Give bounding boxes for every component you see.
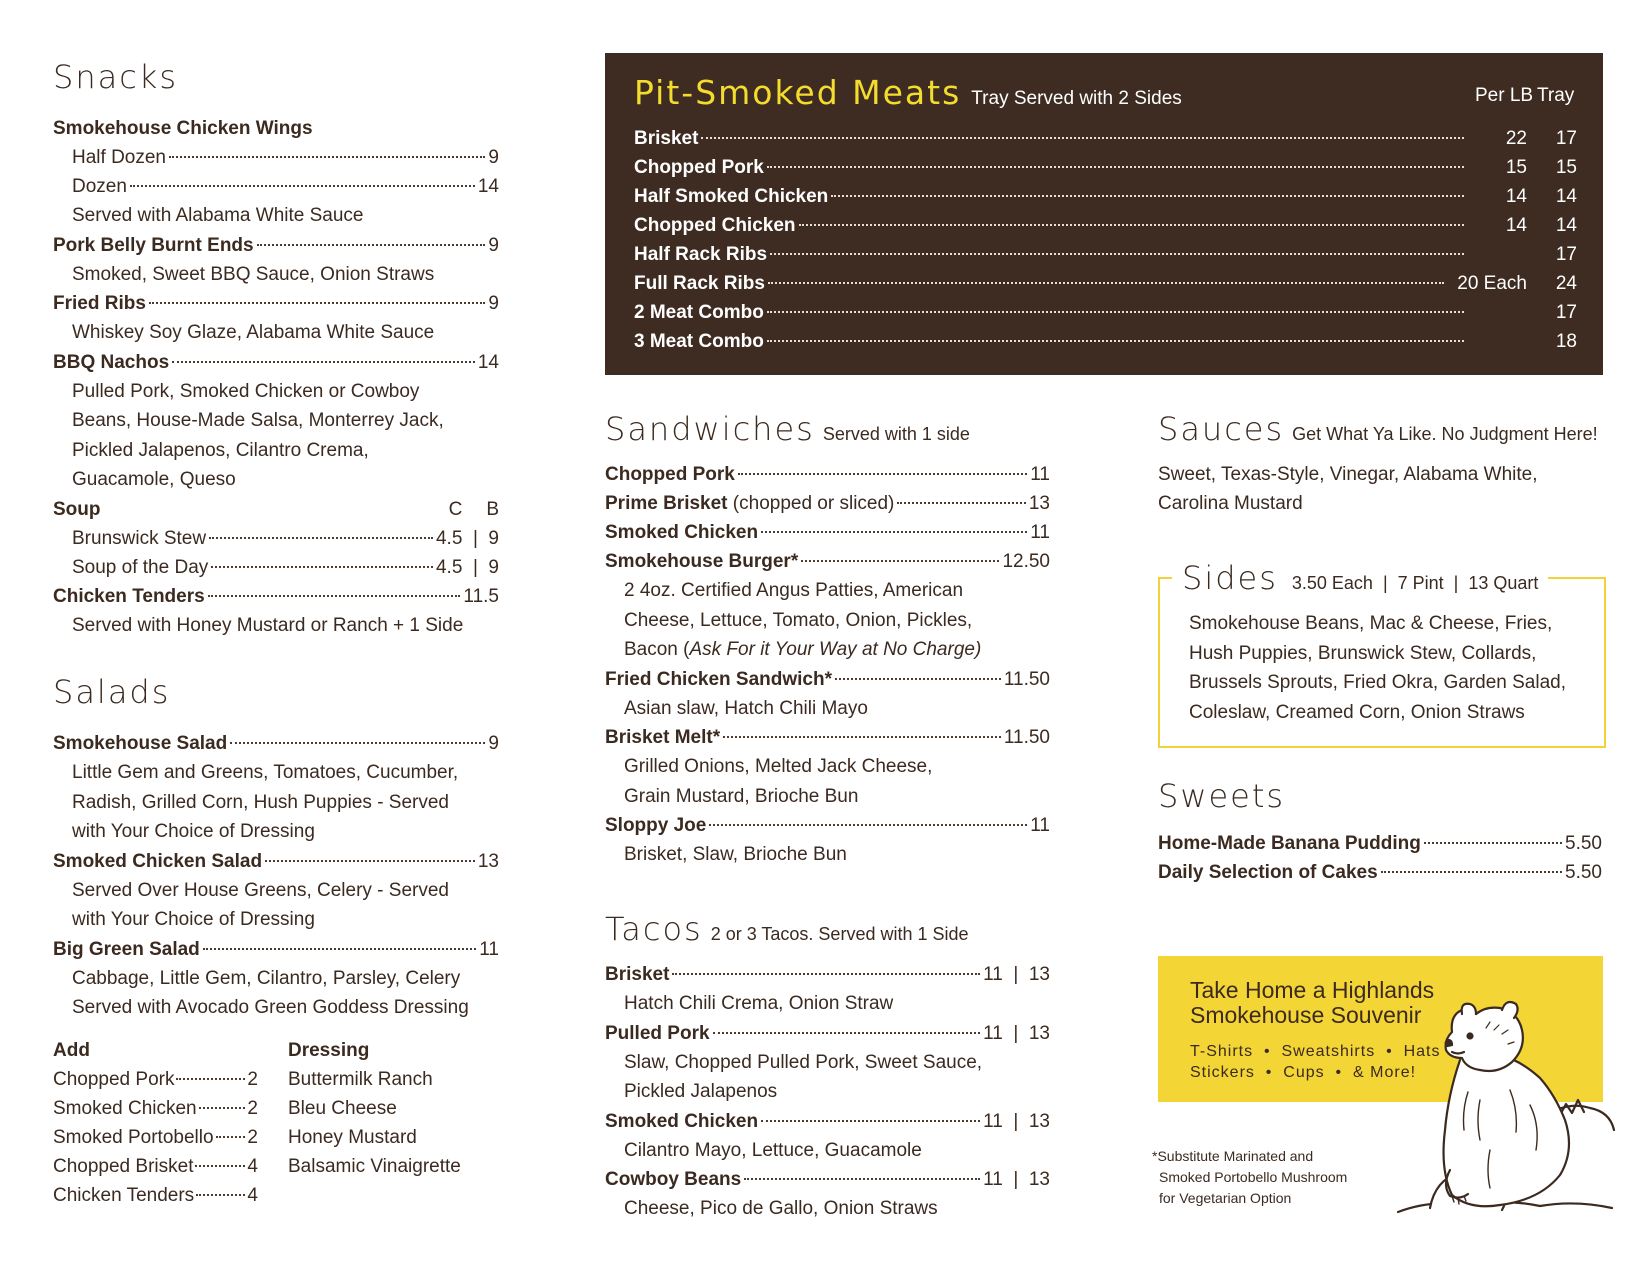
tacos-heading	[605, 910, 1050, 948]
add-item: Smoked Portobello 2	[53, 1126, 258, 1148]
item-description: Cheese, Lettuce, Tomato, Onion, Pickles,	[624, 609, 973, 631]
menu-item-burger: Smokehouse Burger* 12.50	[605, 551, 1050, 572]
sauces-section	[1158, 410, 1618, 518]
menu-item-smokehouse-salad: Smokehouse Salad 9	[53, 733, 499, 754]
item-description: Served with Honey Mustard or Ranch + 1 Side	[72, 614, 464, 636]
dressing-list	[288, 1036, 461, 1210]
meats-list	[634, 124, 1577, 356]
meat-row: Half Smoked Chicken 14 14	[634, 186, 1577, 207]
taco-row: Cowboy Beans 11 | 13	[605, 1169, 1050, 1190]
add-item: Chopped Brisket 4	[53, 1155, 258, 1177]
sweets-section	[1158, 777, 1602, 887]
menu-item-half-dozen: Half Dozen 9	[53, 143, 499, 172]
item-price: 14	[477, 176, 499, 197]
tray-header: Tray	[1537, 85, 1575, 106]
menu-item-soup: Soup C B	[53, 495, 499, 524]
snacks-title: Snacks	[53, 58, 178, 96]
menu-item-soup-of-day: Soup of the Day 4.5 | 9	[72, 556, 499, 578]
menu-item-fried-chicken: Fried Chicken Sandwich* 11.50	[605, 668, 1050, 690]
tacos-subtitle: 2 or 3 Tacos. Served with 1 Side	[710, 924, 969, 944]
item-description: Smoked, Sweet BBQ Sauce, Onion Straws	[72, 263, 435, 285]
sides-description: Smokehouse Beans, Mac & Cheese, Fries, Hush Puppies, Brunswick Stew, Collards, Brussels Sprouts, Fried Okra, Garden Salad, Coleslaw, Creamed Corn, Onion Straws	[1189, 613, 1566, 723]
bear-icon	[1390, 1000, 1615, 1230]
salads-section	[53, 673, 499, 1210]
sauces-description: Sweet, Texas-Style, Vinegar, Alabama White,	[1158, 464, 1538, 485]
item-description: Brisket, Slaw, Brioche Bun	[624, 844, 847, 865]
sandwiches-section	[605, 410, 1050, 870]
item-description: Pulled Pork, Smoked Chicken or Cowboy	[72, 380, 420, 402]
item-description: Whiskey Soy Glaze, Alabama White Sauce	[72, 322, 435, 343]
item-description: 2 4oz. Certified Angus Patties, American	[624, 580, 964, 601]
item-description: Pickled Jalapenos, Cilantro Crema,	[72, 439, 369, 461]
meat-row: Brisket 22 17	[634, 128, 1577, 149]
dressing-item: Bleu Cheese	[288, 1097, 397, 1119]
sweet-row: Daily Selection of Cakes 5.50	[1158, 862, 1602, 883]
item-description: Slaw, Chopped Pulled Pork, Sweet Sauce,	[624, 1051, 983, 1073]
taco-row: Brisket 11 | 13	[605, 964, 1050, 985]
sauces-title: Sauces	[1158, 410, 1285, 448]
meats-subtitle: Tray Served with 2 Sides	[971, 88, 1182, 109]
meat-row: 3 Meat Combo 18	[634, 331, 1577, 352]
sauces-subtitle: Get What Ya Like. No Judgment Here!	[1292, 424, 1598, 444]
item-description: Guacamole, Queso	[72, 469, 236, 490]
taco-row: Pulled Pork 11 | 13	[605, 1022, 1050, 1044]
item-description: Grain Mustard, Brioche Bun	[624, 785, 859, 807]
item-description: with Your Choice of Dressing	[72, 909, 315, 930]
item-description: Cheese, Pico de Gallo, Onion Straws	[624, 1198, 938, 1219]
item-price: 9	[488, 147, 499, 168]
vegetarian-footnote: *Substitute Marinated and Smoked Portobello Mushroom for Vegetarian Option	[1152, 1148, 1348, 1206]
meats-title: Pit-Smoked Meats	[634, 73, 962, 112]
sandwiches-subtitle: Served with 1 side	[822, 424, 970, 444]
item-description: Bacon (Ask For it Your Way at No Charge)	[624, 639, 982, 660]
item-description: Served with Avocado Green Goddess Dressing	[72, 997, 469, 1018]
menu-item-prime-brisket: Prime Brisket (chopped or sliced) 13	[605, 493, 1050, 514]
item-description: Asian slaw, Hatch Chili Mayo	[624, 697, 868, 719]
meat-row: Chopped Pork 15 15	[634, 157, 1577, 178]
per-lb-header: Per LB	[1475, 85, 1534, 106]
add-item: Smoked Chicken 2	[53, 1097, 258, 1119]
pit-smoked-meats-box	[605, 53, 1603, 375]
item-name: Smokehouse Chicken Wings	[53, 118, 313, 139]
menu-item-sloppy-joe: Sloppy Joe 11	[605, 815, 1050, 836]
item-description: Served Over House Greens, Celery - Served	[72, 879, 449, 901]
meat-row: 2 Meat Combo 17	[634, 302, 1577, 323]
sandwiches-heading	[605, 410, 1050, 448]
item-description: Grilled Onions, Melted Jack Cheese,	[624, 756, 933, 777]
menu-item-brisket-melt: Brisket Melt* 11.50	[605, 727, 1050, 748]
cup-label: C	[448, 498, 463, 520]
menu-item-brunswick: Brunswick Stew 4.5 | 9	[72, 527, 499, 549]
meat-row: Half Rack Ribs 17	[634, 244, 1577, 265]
menu-item-dozen: Dozen 14	[53, 172, 499, 201]
meat-row: Chopped Chicken 14 14	[634, 215, 1577, 236]
add-list	[53, 1036, 258, 1210]
menu-item-smoked-chicken: Smoked Chicken 11	[605, 522, 1050, 543]
snacks-section	[53, 58, 499, 640]
meats-heading	[634, 73, 1182, 112]
add-item: Chicken Tenders 4	[53, 1184, 258, 1206]
sides-box	[1158, 559, 1606, 748]
menu-item-nachos: BBQ Nachos 14	[53, 351, 499, 373]
item-description: Served with Alabama White Sauce	[72, 205, 364, 226]
sandwiches-title: Sandwiches	[605, 410, 815, 448]
sweets-title: Sweets	[1158, 777, 1286, 815]
item-description: with Your Choice of Dressing	[72, 821, 315, 842]
tacos-title: Tacos	[605, 910, 703, 948]
sweet-row: Home-Made Banana Pudding 5.50	[1158, 833, 1602, 854]
dressing-item: Balsamic Vinaigrette	[288, 1155, 461, 1177]
bowl-label: B	[486, 498, 499, 520]
salads-title: Salads	[53, 673, 171, 711]
taco-row: Smoked Chicken 11 | 13	[605, 1110, 1050, 1132]
item-description: Radish, Grilled Corn, Hush Puppies - Served	[72, 791, 450, 813]
item-description: Pickled Jalapenos	[624, 1081, 778, 1102]
item-description: Cabbage, Little Gem, Cilantro, Parsley, Celery	[72, 967, 461, 989]
add-item: Chopped Pork 2	[53, 1068, 258, 1090]
menu-item-fried-ribs: Fried Ribs 9	[53, 293, 499, 314]
sides-subtitle: 3.50 Each | 7 Pint | 13 Quart	[1291, 573, 1539, 593]
menu-item-chopped-pork: Chopped Pork 11	[605, 464, 1050, 485]
item-description: Cilantro Mayo, Lettuce, Guacamole	[624, 1139, 922, 1161]
add-title: Add	[53, 1039, 90, 1061]
souvenir-heading: Take Home a Highlands Smokehouse Souvenir	[1190, 977, 1435, 1028]
sauces-heading	[1158, 410, 1618, 448]
item-description: Hatch Chili Crema, Onion Straw	[624, 993, 894, 1014]
sauces-description: Carolina Mustard	[1158, 493, 1303, 514]
sides-title: Sides	[1182, 559, 1278, 597]
menu-item-big-green-salad: Big Green Salad 11	[53, 938, 499, 960]
item-description: Beans, House-Made Salsa, Monterrey Jack,	[72, 410, 444, 431]
tacos-section	[605, 910, 1050, 1224]
menu-item-wings	[53, 114, 499, 143]
meat-row: Full Rack Ribs 20 Each 24	[634, 273, 1577, 294]
sides-heading	[1172, 559, 1548, 597]
item-description: Little Gem and Greens, Tomatoes, Cucumber,	[72, 762, 459, 783]
dressing-title: Dressing	[288, 1039, 370, 1061]
souvenir-items: T-Shirts • Sweatshirts • Hats Stickers • Cups • & More!	[1190, 1043, 1441, 1081]
dressing-item: Buttermilk Ranch	[288, 1068, 433, 1090]
dressing-item: Honey Mustard	[288, 1126, 417, 1148]
menu-item-tenders: Chicken Tenders 11.5	[53, 585, 499, 607]
menu-item-smoked-chicken-salad: Smoked Chicken Salad 13	[53, 850, 499, 872]
menu-item-pork-belly: Pork Belly Burnt Ends 9	[53, 234, 499, 256]
